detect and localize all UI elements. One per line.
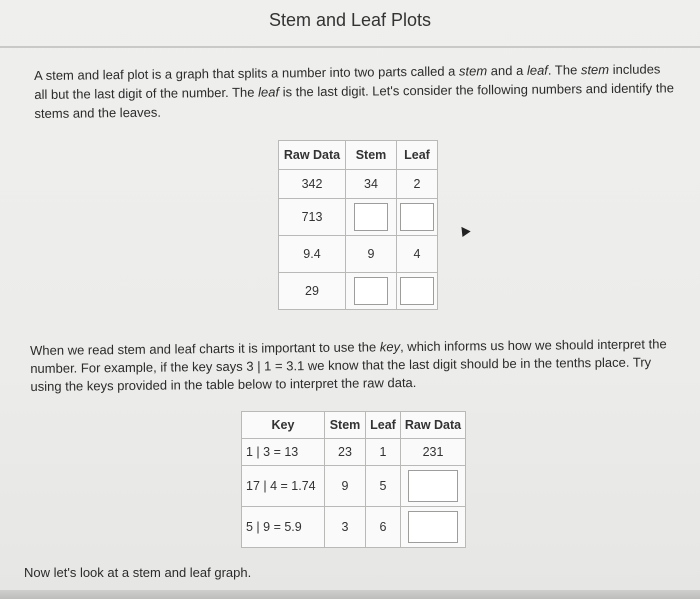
raw-cell bbox=[401, 507, 466, 548]
raw-cell: 9.4 bbox=[279, 236, 346, 273]
key-cell: 17 | 4 = 1.74 bbox=[242, 466, 325, 507]
intro-text-2: and a bbox=[487, 62, 527, 79]
header-leaf: Leaf bbox=[366, 412, 401, 439]
intro-stem-term-2: stem bbox=[580, 61, 610, 78]
key-text-2: , which informs us how we should interpret the number. For example, if the key says 3 | 1 = 3.1 we know that the last digit should be in the tenths place. Try using the keys provided in the table below to interpret the raw data. bbox=[30, 336, 667, 394]
stem-answer-input[interactable] bbox=[354, 277, 388, 305]
stem-cell bbox=[346, 273, 397, 310]
stem-leaf-table bbox=[278, 140, 438, 310]
stem-cell: 34 bbox=[346, 170, 397, 199]
intro-leaf-term-2: leaf bbox=[258, 84, 280, 100]
table-row bbox=[279, 170, 438, 199]
raw-data-answer-input[interactable] bbox=[408, 511, 458, 543]
intro-text-1: A stem and leaf plot is a graph that splits a number into two parts called a bbox=[34, 63, 460, 83]
table-row bbox=[242, 507, 466, 548]
key-text-1: When we read stem and leaf charts it is important to use the bbox=[30, 339, 380, 358]
header-leaf: Leaf bbox=[397, 141, 438, 170]
leaf-answer-input[interactable] bbox=[400, 277, 434, 305]
stem-answer-input[interactable] bbox=[354, 203, 388, 231]
footer-text: Now let's look at a stem and leaf graph. bbox=[24, 565, 252, 580]
title-divider bbox=[0, 46, 700, 48]
intro-stem-term: stem bbox=[458, 63, 488, 79]
stem-cell: 3 bbox=[325, 507, 366, 548]
table-row bbox=[242, 439, 466, 466]
table-header-row bbox=[242, 412, 466, 439]
leaf-cell: 1 bbox=[366, 439, 401, 466]
key-paragraph bbox=[30, 335, 681, 396]
intro-text-5: is the last digit. Let's consider the following numbers and identify the stems and the leaves. bbox=[34, 80, 674, 121]
leaf-cell: 4 bbox=[397, 236, 438, 273]
mouse-pointer-icon bbox=[457, 224, 470, 237]
intro-leaf-term: leaf bbox=[526, 62, 548, 78]
stem-cell: 23 bbox=[325, 439, 366, 466]
raw-data-answer-input[interactable] bbox=[408, 470, 458, 502]
leaf-cell: 6 bbox=[366, 507, 401, 548]
header-key: Key bbox=[242, 412, 325, 439]
header-raw-data: Raw Data bbox=[401, 412, 466, 439]
raw-cell bbox=[401, 466, 466, 507]
raw-cell: 29 bbox=[279, 273, 346, 310]
table-header-row bbox=[279, 141, 438, 170]
table-row bbox=[242, 466, 466, 507]
raw-cell: 231 bbox=[401, 439, 466, 466]
table-row bbox=[279, 236, 438, 273]
intro-text-3: . The bbox=[547, 62, 581, 78]
stem-cell: 9 bbox=[325, 466, 366, 507]
stem-cell: 9 bbox=[346, 236, 397, 273]
header-raw-data: Raw Data bbox=[279, 141, 346, 170]
header-stem: Stem bbox=[325, 412, 366, 439]
leaf-cell: 5 bbox=[366, 466, 401, 507]
raw-cell: 342 bbox=[279, 170, 346, 199]
table-row bbox=[279, 273, 438, 310]
leaf-answer-input[interactable] bbox=[400, 203, 434, 231]
leaf-cell bbox=[397, 273, 438, 310]
intro-paragraph bbox=[34, 59, 675, 123]
page-title: Stem and Leaf Plots bbox=[268, 10, 432, 30]
screen-bezel bbox=[0, 590, 700, 599]
stem-cell bbox=[346, 199, 397, 236]
key-table bbox=[241, 411, 466, 548]
key-term: key bbox=[379, 339, 401, 355]
table-row bbox=[279, 199, 438, 236]
key-cell: 1 | 3 = 13 bbox=[242, 439, 325, 466]
raw-cell: 713 bbox=[279, 199, 346, 236]
header-stem: Stem bbox=[346, 141, 397, 170]
leaf-cell bbox=[397, 199, 438, 236]
leaf-cell: 2 bbox=[397, 170, 438, 199]
intro-text-4: includes all but the last digit of the number. The bbox=[34, 61, 661, 102]
key-cell: 5 | 9 = 5.9 bbox=[242, 507, 325, 548]
